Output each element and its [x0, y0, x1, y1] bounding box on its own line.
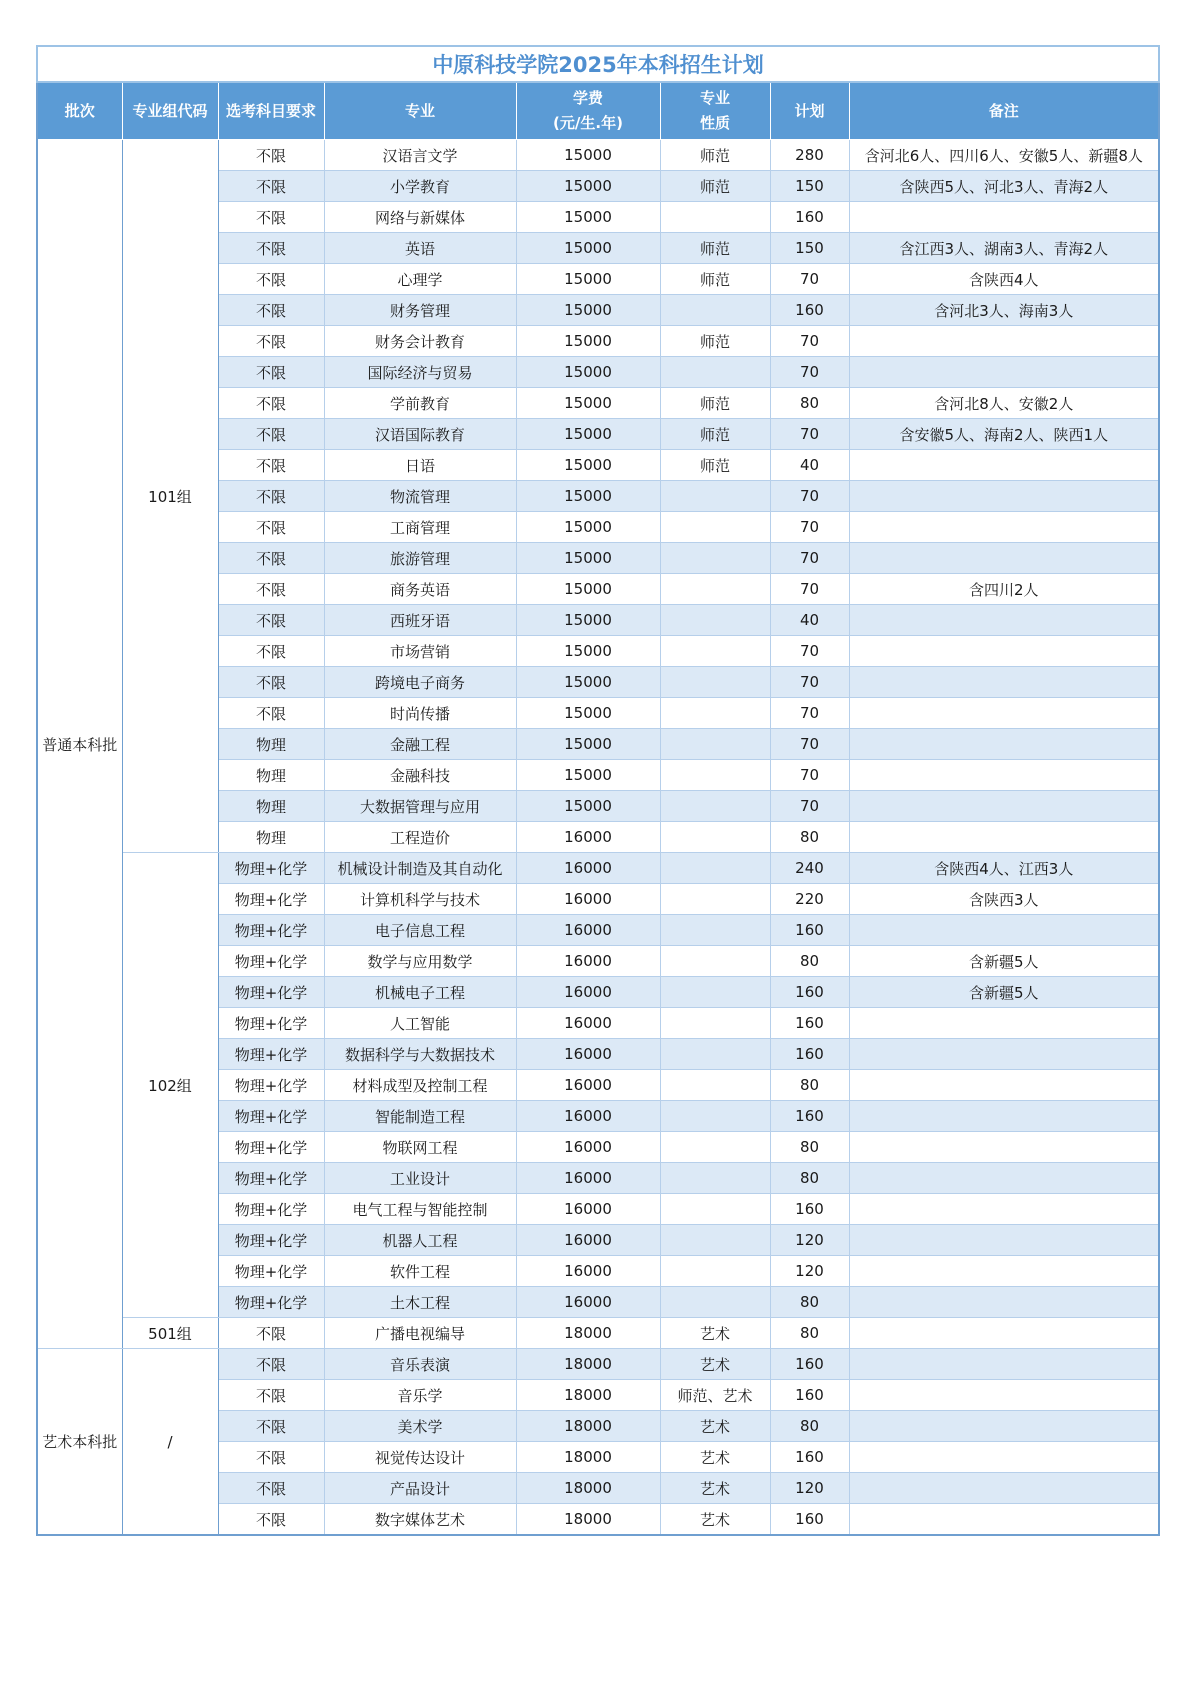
tuition-cell: 15000 — [516, 171, 660, 202]
header-nature-line2: 性质 — [699, 114, 730, 132]
note-cell — [849, 729, 1159, 760]
major-cell: 汉语国际教育 — [324, 419, 516, 450]
subject-requirement-cell: 不限 — [218, 1349, 324, 1380]
plan-cell: 70 — [770, 326, 849, 357]
nature-cell — [660, 946, 770, 977]
major-cell: 材料成型及控制工程 — [324, 1070, 516, 1101]
note-cell — [849, 326, 1159, 357]
nature-cell — [660, 1256, 770, 1287]
plan-cell: 70 — [770, 543, 849, 574]
major-cell: 心理学 — [324, 264, 516, 295]
plan-cell: 120 — [770, 1256, 849, 1287]
tuition-cell: 16000 — [516, 977, 660, 1008]
nature-cell — [660, 729, 770, 760]
header-nature — [660, 82, 770, 140]
subject-requirement-cell: 不限 — [218, 574, 324, 605]
major-cell: 财务管理 — [324, 295, 516, 326]
major-cell: 计算机科学与技术 — [324, 884, 516, 915]
major-cell: 电气工程与智能控制 — [324, 1194, 516, 1225]
tuition-cell: 16000 — [516, 1287, 660, 1318]
plan-cell: 40 — [770, 605, 849, 636]
nature-cell — [660, 1163, 770, 1194]
subject-requirement-cell: 物理+化学 — [218, 915, 324, 946]
plan-cell: 160 — [770, 1349, 849, 1380]
plan-cell: 160 — [770, 295, 849, 326]
tuition-cell: 15000 — [516, 326, 660, 357]
nature-cell: 师范 — [660, 419, 770, 450]
note-cell: 含河北6人、四川6人、安徽5人、新疆8人 — [849, 140, 1159, 171]
subject-requirement-cell: 物理+化学 — [218, 853, 324, 884]
tuition-cell: 15000 — [516, 357, 660, 388]
plan-cell: 80 — [770, 388, 849, 419]
tuition-cell: 15000 — [516, 667, 660, 698]
note-cell: 含陕西3人 — [849, 884, 1159, 915]
nature-cell — [660, 915, 770, 946]
tuition-cell: 16000 — [516, 1070, 660, 1101]
tuition-cell: 15000 — [516, 574, 660, 605]
major-cell: 美术学 — [324, 1411, 516, 1442]
note-cell — [849, 636, 1159, 667]
tuition-cell: 15000 — [516, 450, 660, 481]
nature-cell: 师范 — [660, 450, 770, 481]
tuition-cell: 15000 — [516, 264, 660, 295]
plan-cell: 220 — [770, 884, 849, 915]
major-cell: 国际经济与贸易 — [324, 357, 516, 388]
subject-requirement-cell: 不限 — [218, 512, 324, 543]
major-cell: 智能制造工程 — [324, 1101, 516, 1132]
note-cell — [849, 1504, 1159, 1536]
plan-cell: 160 — [770, 1194, 849, 1225]
table-row — [37, 1318, 1159, 1349]
note-cell: 含河北8人、安徽2人 — [849, 388, 1159, 419]
major-cell: 工业设计 — [324, 1163, 516, 1194]
major-cell: 汉语言文学 — [324, 140, 516, 171]
nature-cell — [660, 1132, 770, 1163]
tuition-cell: 15000 — [516, 140, 660, 171]
tuition-cell: 16000 — [516, 1039, 660, 1070]
note-cell — [849, 450, 1159, 481]
subject-requirement-cell: 不限 — [218, 543, 324, 574]
group-code-cell: 101组 — [122, 140, 218, 853]
tuition-cell: 15000 — [516, 202, 660, 233]
subject-requirement-cell: 不限 — [218, 1442, 324, 1473]
subject-requirement-cell: 物理 — [218, 791, 324, 822]
note-cell — [849, 481, 1159, 512]
subject-requirement-cell: 不限 — [218, 450, 324, 481]
subject-requirement-cell: 不限 — [218, 1473, 324, 1504]
plan-cell: 160 — [770, 1442, 849, 1473]
nature-cell — [660, 760, 770, 791]
major-cell: 小学教育 — [324, 171, 516, 202]
note-cell — [849, 760, 1159, 791]
note-cell: 含四川2人 — [849, 574, 1159, 605]
plan-cell: 70 — [770, 698, 849, 729]
plan-cell: 80 — [770, 1411, 849, 1442]
plan-cell: 150 — [770, 171, 849, 202]
note-cell — [849, 1194, 1159, 1225]
subject-requirement-cell: 物理+化学 — [218, 1039, 324, 1070]
note-cell — [849, 1101, 1159, 1132]
major-cell: 人工智能 — [324, 1008, 516, 1039]
subject-requirement-cell: 物理+化学 — [218, 1008, 324, 1039]
subject-requirement-cell: 物理+化学 — [218, 1194, 324, 1225]
plan-cell: 70 — [770, 419, 849, 450]
header-batch: 批次 — [37, 82, 122, 140]
tuition-cell: 15000 — [516, 388, 660, 419]
nature-cell: 师范 — [660, 388, 770, 419]
plan-cell: 160 — [770, 915, 849, 946]
subject-requirement-cell: 不限 — [218, 202, 324, 233]
plan-cell: 70 — [770, 481, 849, 512]
subject-requirement-cell: 物理+化学 — [218, 1163, 324, 1194]
nature-cell — [660, 1008, 770, 1039]
major-cell: 物流管理 — [324, 481, 516, 512]
major-cell: 软件工程 — [324, 1256, 516, 1287]
nature-cell — [660, 295, 770, 326]
nature-cell — [660, 791, 770, 822]
tuition-cell: 15000 — [516, 729, 660, 760]
plan-cell: 80 — [770, 946, 849, 977]
subject-requirement-cell: 不限 — [218, 1411, 324, 1442]
note-cell: 含安徽5人、海南2人、陕西1人 — [849, 419, 1159, 450]
nature-cell: 艺术 — [660, 1473, 770, 1504]
major-cell: 日语 — [324, 450, 516, 481]
subject-requirement-cell: 物理+化学 — [218, 977, 324, 1008]
nature-cell: 师范 — [660, 233, 770, 264]
plan-cell: 160 — [770, 1380, 849, 1411]
tuition-cell: 16000 — [516, 1132, 660, 1163]
tuition-cell: 16000 — [516, 1101, 660, 1132]
major-cell: 音乐表演 — [324, 1349, 516, 1380]
nature-cell — [660, 1194, 770, 1225]
plan-cell: 80 — [770, 822, 849, 853]
note-cell — [849, 791, 1159, 822]
enrollment-plan-table — [36, 45, 1160, 1536]
tuition-cell: 15000 — [516, 636, 660, 667]
nature-cell — [660, 667, 770, 698]
note-cell: 含陕西5人、河北3人、青海2人 — [849, 171, 1159, 202]
plan-cell: 70 — [770, 791, 849, 822]
subject-requirement-cell: 不限 — [218, 233, 324, 264]
major-cell: 音乐学 — [324, 1380, 516, 1411]
note-cell — [849, 1008, 1159, 1039]
table-row — [37, 853, 1159, 884]
header-tuition-line1: 学费 — [572, 89, 603, 107]
subject-requirement-cell: 不限 — [218, 1504, 324, 1536]
major-cell: 旅游管理 — [324, 543, 516, 574]
tuition-cell: 16000 — [516, 915, 660, 946]
note-cell — [849, 543, 1159, 574]
tuition-cell: 15000 — [516, 791, 660, 822]
nature-cell — [660, 512, 770, 543]
tuition-cell: 15000 — [516, 419, 660, 450]
subject-requirement-cell: 不限 — [218, 481, 324, 512]
major-cell: 市场营销 — [324, 636, 516, 667]
tuition-cell: 15000 — [516, 698, 660, 729]
plan-cell: 120 — [770, 1473, 849, 1504]
nature-cell: 师范 — [660, 140, 770, 171]
group-code-cell: 501组 — [122, 1318, 218, 1349]
nature-cell: 艺术 — [660, 1442, 770, 1473]
tuition-cell: 15000 — [516, 481, 660, 512]
note-cell — [849, 1318, 1159, 1349]
major-cell: 电子信息工程 — [324, 915, 516, 946]
plan-cell: 80 — [770, 1287, 849, 1318]
subject-requirement-cell: 物理+化学 — [218, 1225, 324, 1256]
nature-cell — [660, 977, 770, 1008]
note-cell: 含新疆5人 — [849, 946, 1159, 977]
plan-cell: 80 — [770, 1132, 849, 1163]
header-note: 备注 — [849, 82, 1159, 140]
major-cell: 数字媒体艺术 — [324, 1504, 516, 1536]
plan-cell: 160 — [770, 1101, 849, 1132]
plan-cell: 160 — [770, 1039, 849, 1070]
major-cell: 数据科学与大数据技术 — [324, 1039, 516, 1070]
note-cell — [849, 1132, 1159, 1163]
major-cell: 财务会计教育 — [324, 326, 516, 357]
tuition-cell: 18000 — [516, 1473, 660, 1504]
subject-requirement-cell: 不限 — [218, 171, 324, 202]
plan-cell: 70 — [770, 264, 849, 295]
plan-cell: 160 — [770, 1504, 849, 1536]
subject-requirement-cell: 物理+化学 — [218, 1101, 324, 1132]
plan-cell: 70 — [770, 357, 849, 388]
tuition-cell: 18000 — [516, 1318, 660, 1349]
note-cell — [849, 822, 1159, 853]
note-cell — [849, 1225, 1159, 1256]
subject-requirement-cell: 不限 — [218, 419, 324, 450]
major-cell: 网络与新媒体 — [324, 202, 516, 233]
plan-cell: 160 — [770, 202, 849, 233]
subject-requirement-cell: 物理 — [218, 822, 324, 853]
nature-cell: 艺术 — [660, 1504, 770, 1536]
tuition-cell: 16000 — [516, 853, 660, 884]
nature-cell: 师范、艺术 — [660, 1380, 770, 1411]
plan-cell: 80 — [770, 1163, 849, 1194]
tuition-cell: 18000 — [516, 1411, 660, 1442]
tuition-cell: 18000 — [516, 1442, 660, 1473]
major-cell: 工商管理 — [324, 512, 516, 543]
major-cell: 金融工程 — [324, 729, 516, 760]
tuition-cell: 16000 — [516, 946, 660, 977]
note-cell — [849, 605, 1159, 636]
plan-cell: 70 — [770, 636, 849, 667]
nature-cell — [660, 605, 770, 636]
major-cell: 跨境电子商务 — [324, 667, 516, 698]
plan-cell: 80 — [770, 1070, 849, 1101]
major-cell: 产品设计 — [324, 1473, 516, 1504]
nature-cell — [660, 202, 770, 233]
note-cell — [849, 1380, 1159, 1411]
tuition-cell: 15000 — [516, 233, 660, 264]
note-cell: 含新疆5人 — [849, 977, 1159, 1008]
header-subject-requirement: 选考科目要求 — [218, 82, 324, 140]
subject-requirement-cell: 物理+化学 — [218, 1256, 324, 1287]
header-tuition-line2: (元/生.年) — [553, 114, 623, 132]
nature-cell: 师范 — [660, 264, 770, 295]
major-cell: 金融科技 — [324, 760, 516, 791]
tuition-cell: 16000 — [516, 1194, 660, 1225]
tuition-cell: 15000 — [516, 543, 660, 574]
nature-cell — [660, 357, 770, 388]
note-cell — [849, 1349, 1159, 1380]
subject-requirement-cell: 不限 — [218, 1380, 324, 1411]
tuition-cell: 16000 — [516, 822, 660, 853]
subject-requirement-cell: 不限 — [218, 264, 324, 295]
subject-requirement-cell: 不限 — [218, 140, 324, 171]
plan-cell: 80 — [770, 1318, 849, 1349]
note-cell — [849, 1039, 1159, 1070]
note-cell — [849, 1473, 1159, 1504]
nature-cell — [660, 1070, 770, 1101]
nature-cell — [660, 636, 770, 667]
major-cell: 土木工程 — [324, 1287, 516, 1318]
subject-requirement-cell: 不限 — [218, 605, 324, 636]
note-cell: 含陕西4人 — [849, 264, 1159, 295]
header-row — [37, 82, 1159, 140]
tuition-cell: 18000 — [516, 1349, 660, 1380]
major-cell: 机械电子工程 — [324, 977, 516, 1008]
subject-requirement-cell: 物理+化学 — [218, 1287, 324, 1318]
note-cell: 含江西3人、湖南3人、青海2人 — [849, 233, 1159, 264]
subject-requirement-cell: 物理 — [218, 729, 324, 760]
tuition-cell: 16000 — [516, 884, 660, 915]
note-cell — [849, 667, 1159, 698]
table-title: 中原科技学院2025年本科招生计划 — [37, 46, 1159, 82]
tuition-cell: 16000 — [516, 1256, 660, 1287]
major-cell: 英语 — [324, 233, 516, 264]
plan-cell: 280 — [770, 140, 849, 171]
nature-cell: 艺术 — [660, 1349, 770, 1380]
major-cell: 机器人工程 — [324, 1225, 516, 1256]
note-cell — [849, 1287, 1159, 1318]
tuition-cell: 16000 — [516, 1008, 660, 1039]
subject-requirement-cell: 不限 — [218, 357, 324, 388]
nature-cell — [660, 543, 770, 574]
subject-requirement-cell: 物理 — [218, 760, 324, 791]
note-cell — [849, 1256, 1159, 1287]
note-cell — [849, 1070, 1159, 1101]
plan-cell: 70 — [770, 574, 849, 605]
note-cell — [849, 915, 1159, 946]
nature-cell — [660, 822, 770, 853]
batch-cell: 艺术本科批 — [37, 1349, 122, 1536]
nature-cell — [660, 1225, 770, 1256]
group-code-cell: / — [122, 1349, 218, 1536]
subject-requirement-cell: 物理+化学 — [218, 884, 324, 915]
major-cell: 数学与应用数学 — [324, 946, 516, 977]
header-nature-line1: 专业 — [699, 89, 730, 107]
major-cell: 商务英语 — [324, 574, 516, 605]
nature-cell — [660, 853, 770, 884]
nature-cell: 师范 — [660, 326, 770, 357]
nature-cell: 艺术 — [660, 1411, 770, 1442]
major-cell: 物联网工程 — [324, 1132, 516, 1163]
note-cell — [849, 698, 1159, 729]
major-cell: 大数据管理与应用 — [324, 791, 516, 822]
nature-cell — [660, 481, 770, 512]
nature-cell — [660, 1287, 770, 1318]
tuition-cell: 18000 — [516, 1380, 660, 1411]
subject-requirement-cell: 不限 — [218, 326, 324, 357]
note-cell — [849, 1442, 1159, 1473]
subject-requirement-cell: 物理+化学 — [218, 1070, 324, 1101]
nature-cell — [660, 574, 770, 605]
header-group-code: 专业组代码 — [122, 82, 218, 140]
table-row — [37, 140, 1159, 171]
nature-cell — [660, 884, 770, 915]
note-cell — [849, 1411, 1159, 1442]
tuition-cell: 16000 — [516, 1163, 660, 1194]
tuition-cell: 16000 — [516, 1225, 660, 1256]
table-row — [37, 1349, 1159, 1380]
note-cell: 含陕西4人、江西3人 — [849, 853, 1159, 884]
subject-requirement-cell: 不限 — [218, 698, 324, 729]
note-cell — [849, 202, 1159, 233]
tuition-cell: 18000 — [516, 1504, 660, 1536]
note-cell — [849, 357, 1159, 388]
plan-cell: 160 — [770, 1008, 849, 1039]
major-cell: 工程造价 — [324, 822, 516, 853]
subject-requirement-cell: 不限 — [218, 636, 324, 667]
subject-requirement-cell: 不限 — [218, 667, 324, 698]
plan-cell: 160 — [770, 977, 849, 1008]
group-code-cell: 102组 — [122, 853, 218, 1318]
major-cell: 西班牙语 — [324, 605, 516, 636]
tuition-cell: 15000 — [516, 295, 660, 326]
subject-requirement-cell: 不限 — [218, 388, 324, 419]
major-cell: 广播电视编导 — [324, 1318, 516, 1349]
note-cell — [849, 1163, 1159, 1194]
nature-cell: 师范 — [660, 171, 770, 202]
plan-cell: 70 — [770, 667, 849, 698]
note-cell: 含河北3人、海南3人 — [849, 295, 1159, 326]
subject-requirement-cell: 不限 — [218, 295, 324, 326]
plan-cell: 70 — [770, 729, 849, 760]
nature-cell — [660, 698, 770, 729]
tuition-cell: 15000 — [516, 605, 660, 636]
subject-requirement-cell: 物理+化学 — [218, 1132, 324, 1163]
major-cell: 机械设计制造及其自动化 — [324, 853, 516, 884]
major-cell: 学前教育 — [324, 388, 516, 419]
note-cell — [849, 512, 1159, 543]
subject-requirement-cell: 不限 — [218, 1318, 324, 1349]
header-major: 专业 — [324, 82, 516, 140]
plan-cell: 70 — [770, 760, 849, 791]
batch-cell: 普通本科批 — [37, 140, 122, 1349]
major-cell: 时尚传播 — [324, 698, 516, 729]
nature-cell: 艺术 — [660, 1318, 770, 1349]
plan-cell: 70 — [770, 512, 849, 543]
header-plan: 计划 — [770, 82, 849, 140]
subject-requirement-cell: 物理+化学 — [218, 946, 324, 977]
plan-cell: 150 — [770, 233, 849, 264]
plan-cell: 240 — [770, 853, 849, 884]
tuition-cell: 15000 — [516, 512, 660, 543]
plan-cell: 120 — [770, 1225, 849, 1256]
tuition-cell: 15000 — [516, 760, 660, 791]
nature-cell — [660, 1039, 770, 1070]
major-cell: 视觉传达设计 — [324, 1442, 516, 1473]
header-tuition — [516, 82, 660, 140]
nature-cell — [660, 1101, 770, 1132]
plan-cell: 40 — [770, 450, 849, 481]
